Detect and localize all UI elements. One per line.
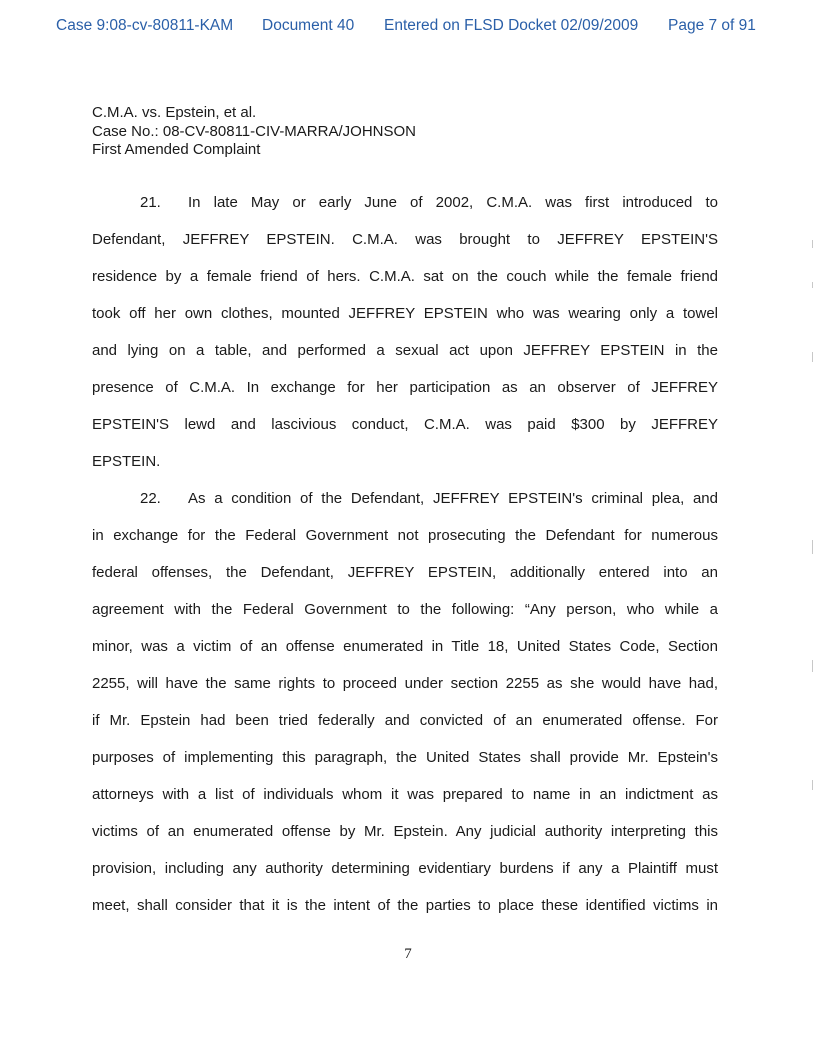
paragraph-21-line: presence of C.M.A. In exchange for her participation as an observer of JEFFREY	[92, 379, 718, 396]
paragraph-22-line: provision, including any authority determining evidentiary burdens if any a Plaintiff must	[92, 860, 718, 877]
paragraph-22-line: attorneys with a list of individuals whom it was prepared to name in an indictment as	[92, 786, 718, 803]
scan-artifact	[812, 780, 813, 790]
paragraph-22-line: federal offenses, the Defendant, JEFFREY EPSTEIN, additionally entered into an	[92, 564, 718, 581]
scan-artifact	[812, 540, 813, 554]
docket-case-number: Case 9:08-cv-80811-KAM	[56, 17, 234, 34]
paragraph-21-line: took off her own clothes, mounted JEFFREY EPSTEIN who was wearing only a towel	[92, 305, 718, 322]
paragraph-21-line: EPSTEIN.	[92, 453, 161, 470]
paragraph-22-line: if Mr. Epstein had been tried federally and convicted of an enumerated offense. For	[92, 712, 718, 729]
paragraph-22-line: purposes of implementing this paragraph, the United States shall provide Mr. Epstein's	[92, 749, 718, 766]
paragraph-21-line: residence by a female friend of hers. C.M.A. sat on the couch while the female friend	[92, 268, 718, 285]
docket-entered-date: Entered on FLSD Docket 02/09/2009	[384, 17, 639, 34]
paragraph-22-line	[92, 486, 718, 523]
paragraph-number: 22.	[140, 490, 161, 507]
caption-parties: C.M.A. vs. Epstein, et al.	[92, 104, 257, 121]
paragraph-22-line: agreement with the Federal Government to the following: “Any person, who while a	[92, 601, 718, 618]
page-number: 7	[404, 946, 412, 962]
scan-artifact	[812, 282, 813, 288]
caption-case-number: Case No.: 08-CV-80811-CIV-MARRA/JOHNSON	[92, 122, 416, 140]
paragraph-21-text: In late May or early June of 2002, C.M.A. was first introduced to	[188, 194, 718, 211]
paragraph-21-line	[92, 190, 718, 227]
paragraph-22-line: meet, shall consider that it is the intent of the parties to place these identified victims in	[92, 897, 718, 914]
scan-artifact	[812, 352, 813, 362]
case-caption	[92, 104, 416, 160]
paragraph-22-line: victims of an enumerated offense by Mr. Epstein. Any judicial authority interpreting this	[92, 823, 718, 840]
docket-header	[56, 17, 776, 39]
docket-document-number: Document 40	[262, 17, 355, 34]
paragraph-21-line: Defendant, JEFFREY EPSTEIN. C.M.A. was brought to JEFFREY EPSTEIN'S	[92, 231, 718, 248]
paragraph-22-line: 2255, will have the same rights to proceed under section 2255 as she would have had,	[92, 675, 718, 692]
scan-artifact	[812, 240, 813, 248]
paragraph-22-text: As a condition of the Defendant, JEFFREY EPSTEIN's criminal plea, and	[188, 490, 718, 507]
caption-document-title: First Amended Complaint	[92, 141, 261, 158]
paragraph-22-line: minor, was a victim of an offense enumerated in Title 18, United States Code, Section	[92, 638, 718, 655]
docket-page-count: Page 7 of 91	[668, 17, 756, 34]
paragraph-21-line: and lying on a table, and performed a sexual act upon JEFFREY EPSTEIN in the	[92, 342, 718, 359]
complaint-body	[92, 190, 718, 930]
paragraph-number: 21.	[140, 194, 161, 211]
paragraph-21-line: EPSTEIN'S lewd and lascivious conduct, C.M.A. was paid $300 by JEFFREY	[92, 416, 718, 433]
scan-artifact	[812, 660, 813, 672]
paragraph-22-line: in exchange for the Federal Government not prosecuting the Defendant for numerous	[92, 527, 718, 544]
